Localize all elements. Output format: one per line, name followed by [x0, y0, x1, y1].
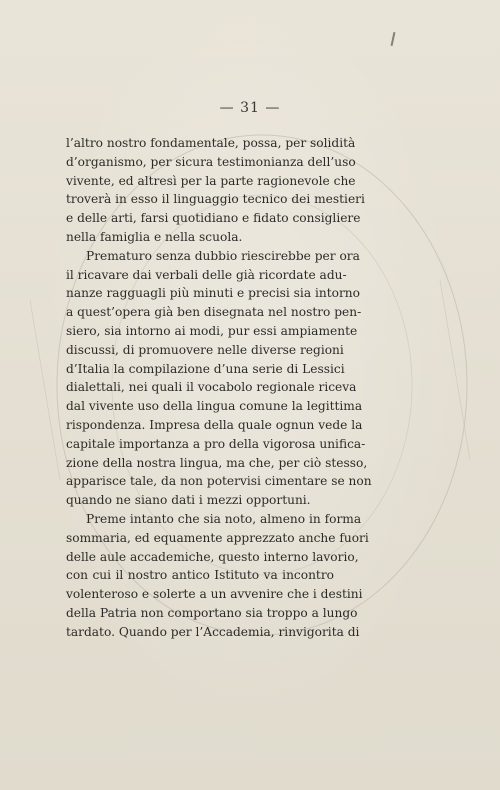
text-line: della Patria non comportano sia troppo a lungo — [66, 605, 358, 620]
text-line: Preme intanto che sia noto, almeno in forma — [86, 511, 362, 526]
text-line: con cui il nostro antico Istituto va incontro — [66, 568, 334, 583]
text-line: discussi, di promuovere nelle diverse regioni — [66, 342, 344, 357]
text-line: Prematuro senza dubbio riescirebbe per ora — [86, 248, 360, 263]
text-line: l’altro nostro fondamentale, possa, per solidità — [66, 136, 356, 150]
text-line: dialettali, nei quali il vocabolo regionale riceva — [66, 380, 357, 395]
text-line: apparisce tale, da non potervisi cimentare se non — [66, 474, 372, 489]
text-line: il ricavare dai verbali delle già ricordate adu- — [66, 267, 347, 282]
paragraph-2 — [66, 247, 372, 510]
text-line: nella famiglia e nella scuola. — [66, 229, 243, 244]
text-line: d’Italia la compilazione d’una serie di Lessici — [66, 361, 345, 376]
text-line: rispondenza. Impresa della quale ognun vede la — [66, 417, 363, 432]
text-line: sommaria, ed equamente apprezzato anche fuori — [66, 530, 369, 545]
text-line: vivente, ed altresì per la parte ragionevole che — [66, 173, 356, 188]
text-line: quando ne siano dati i mezzi opportuni. — [66, 493, 311, 508]
stray-pencil-mark — [391, 32, 396, 46]
text-line: e delle arti, farsi quotidiano e fidato consigliere — [66, 211, 361, 226]
text-line: volenteroso e solerte a un avvenire che i destini — [66, 587, 363, 602]
text-line: zione della nostra lingua, ma che, per ciò stesso, — [66, 455, 368, 470]
body-text — [66, 134, 372, 642]
text-line: capitale importanza a pro della vigorosa unifica- — [66, 436, 366, 451]
text-line: siero, sia intorno ai modi, pur essi ampiamente — [66, 323, 358, 338]
text-line: d’organismo, per sicura testimonianza dell’uso — [66, 154, 356, 169]
text-line: delle aule accademiche, questo interno lavorio, — [66, 549, 359, 564]
paragraph-3 — [66, 510, 369, 642]
text-line: dal vivente uso della lingua comune la legittima — [66, 399, 363, 414]
text-line: a quest’opera già ben disegnata nel nostro pen- — [66, 305, 362, 320]
text-line: tardato. Quando per l’Accademia, rinvigorita di — [66, 624, 360, 639]
page-number: — 31 — — [219, 100, 281, 116]
paragraph-1 — [66, 134, 365, 247]
text-line: troverà in esso il linguaggio tecnico dei mestieri — [66, 192, 365, 207]
text-line: nanze ragguagli più minuti e precisi sia intorno — [66, 286, 360, 301]
